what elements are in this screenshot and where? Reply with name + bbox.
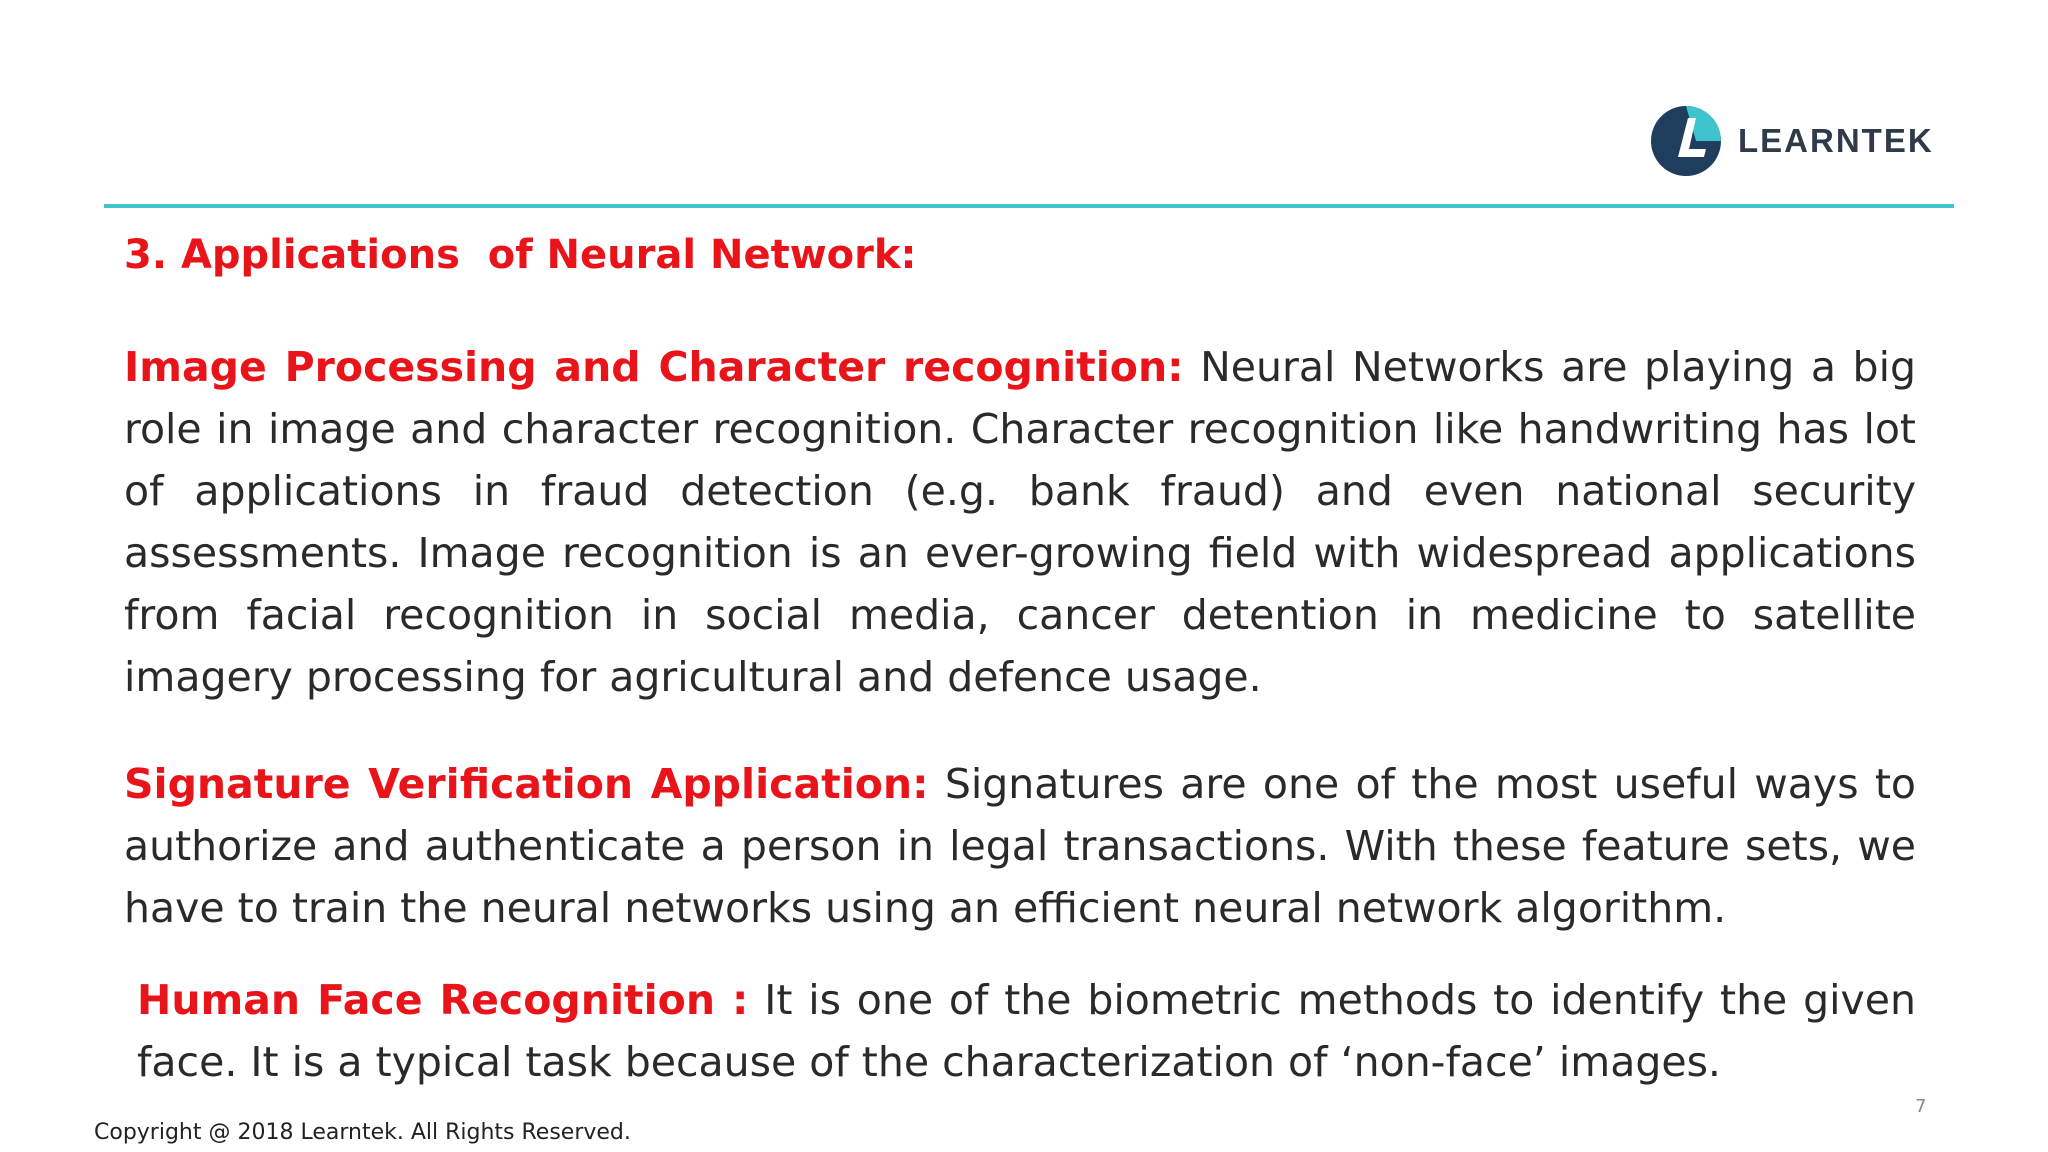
paragraph-signature-verification [124,753,1916,939]
paragraph-image-processing [124,336,1916,708]
paragraph-label: Signature Verification Application: [124,760,929,808]
brand-name: LEARNTEK [1738,122,1934,159]
learntek-logo-icon [1650,105,1722,177]
brand-logo [1650,104,1934,178]
paragraph-body: It is one of the biometric methods to identify the given face. It is a typical task because of the characterization of ‘non-face’ images. [137,976,1916,1086]
paragraph-label: Human Face Recognition : [137,976,749,1024]
paragraph-label: Image Processing and Character recognition: [124,343,1184,391]
copyright-notice: Copyright @ 2018 Learntek. All Rights Reserved. [94,1120,631,1145]
slide-title: 3. Applications of Neural Network: [124,232,917,278]
header-divider [104,204,1954,208]
page-number: 7 [1915,1096,1927,1117]
paragraph-face-recognition [137,969,1916,1093]
paragraph-body: Neural Networks are playing a big role in image and character recognition. Character recognition like handwriting has lot of applications in fraud detection (e.g. bank fraud) and even national security assessments. Image recognition is an ever-growing field with widespread applications from facial recognition in social media, cancer detention in medicine to satellite imagery processing for agricultural and defence usage. [124,343,1916,701]
paragraph-body: Signatures are one of the most useful ways to authorize and authenticate a person in legal transactions. With these feature sets, we have to train the neural networks using an efficient neural network algorithm. [124,760,1917,932]
